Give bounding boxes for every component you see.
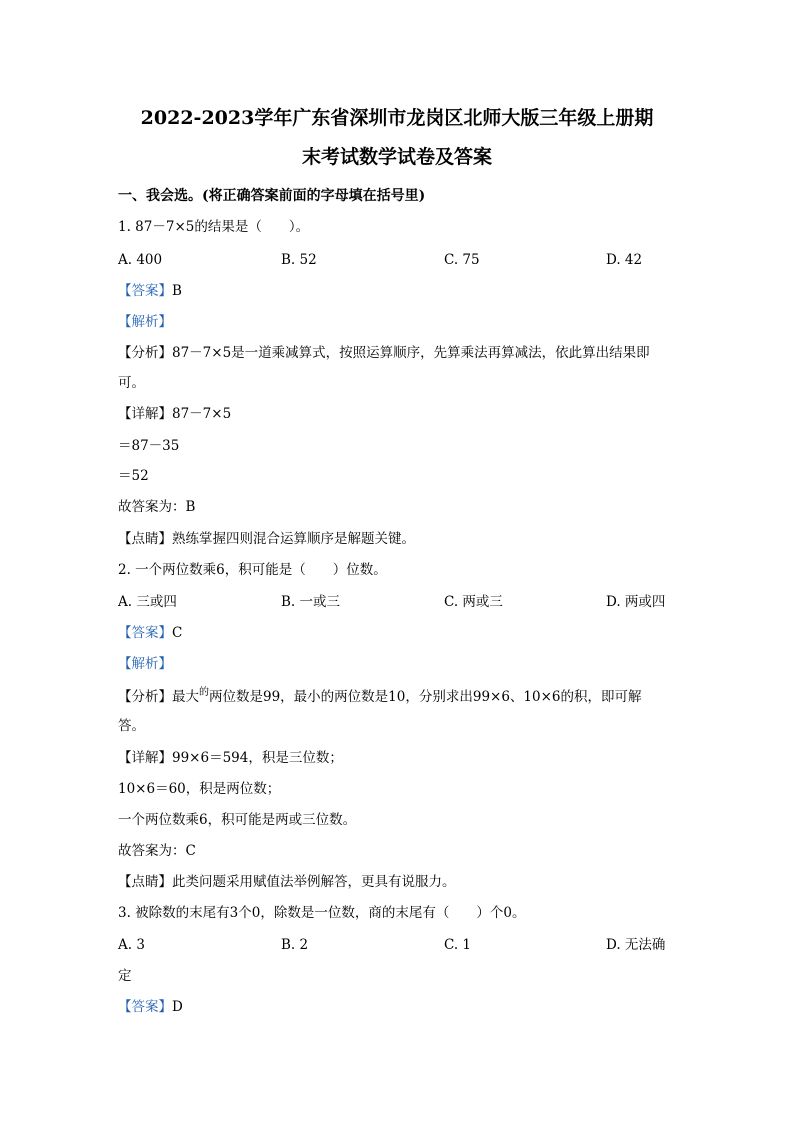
q3-option-wrap: 定 <box>118 968 132 984</box>
detail-tag: 【详解】 <box>118 406 172 422</box>
detail-tag: 【详解】 <box>118 750 172 766</box>
q3-option-c: C. 1 <box>444 937 472 953</box>
section-heading: 一、我会选。(将正确答案前面的字母填在括号里) <box>118 188 426 204</box>
fenxi-tag: 【分析】 <box>118 689 172 705</box>
q1-detail-line3: ＝52 <box>118 468 149 484</box>
answer-value: D <box>172 999 183 1015</box>
q1-fenxi-line2: 可。 <box>118 375 145 391</box>
detail-text: 99×6＝594，积是三位数； <box>172 750 343 766</box>
fenxi-text: 两位数是99，最小的两位数是10，分别求出99×6、10×6的积，即可解 <box>209 689 642 705</box>
tip-text: 熟练掌握四则混合运算顺序是解题关键。 <box>172 531 415 547</box>
tip-text: 此类问题采用赋值法举例解答，更具有说服力。 <box>172 874 456 890</box>
analysis-tag: 【解析】 <box>118 656 172 672</box>
fenxi-text: 87－7×5是一道乘减算式，按照运算顺序，先算乘法再算减法，依此算出结果即 <box>172 345 650 361</box>
q2-tip <box>118 873 456 891</box>
q3-option-b: B. 2 <box>281 937 309 953</box>
q1-analysis <box>118 313 172 331</box>
q2-answer <box>118 624 182 642</box>
answer-value: C <box>172 625 183 641</box>
q2-fenxi-line2: 答。 <box>118 718 145 734</box>
answer-tag: 【答案】 <box>118 999 172 1015</box>
q2-option-c: C. 两或三 <box>444 594 503 610</box>
fenxi-pre: 最大 <box>172 689 199 705</box>
q3-answer <box>118 998 183 1016</box>
question-1-stem: 1. 87－7×5的结果是（ ）。 <box>118 219 310 235</box>
q1-option-c: C. 75 <box>444 252 480 268</box>
question-2-stem: 2. 一个两位数乘6，积可能是（ ）位数。 <box>118 562 387 578</box>
doc-title-line1: 2022-2023学年广东省深圳市龙岗区北师大版三年级上册期 <box>140 107 654 129</box>
q2-option-b: B. 一或三 <box>281 594 341 610</box>
q1-detail-line1 <box>118 405 231 423</box>
q2-conclusion: 故答案为：C <box>118 843 196 859</box>
answer-value: B <box>172 283 182 299</box>
q1-detail-line2: ＝87－35 <box>118 438 180 454</box>
fenxi-tag: 【分析】 <box>118 345 172 361</box>
q3-option-a: A. 3 <box>118 937 145 953</box>
q3-option-d: D. 无法确 <box>606 937 666 953</box>
q1-answer <box>118 282 182 300</box>
q1-option-a: A. 400 <box>118 252 163 268</box>
analysis-tag: 【解析】 <box>118 314 172 330</box>
q2-option-d: D. 两或四 <box>606 594 666 610</box>
tip-tag: 【点睛】 <box>118 531 172 547</box>
q1-option-b: B. 52 <box>281 252 317 268</box>
q2-option-a: A. 三或四 <box>118 594 177 610</box>
q2-detail-line2: 10×6＝60，积是两位数； <box>118 781 281 797</box>
answer-tag: 【答案】 <box>118 625 172 641</box>
q1-tip <box>118 530 415 548</box>
detail-text: 87－7×5 <box>172 406 232 422</box>
answer-tag: 【答案】 <box>118 283 172 299</box>
q2-detail-line1 <box>118 749 343 767</box>
q2-detail-line3: 一个两位数乘6，积可能是两或三位数。 <box>118 812 357 828</box>
question-3-stem: 3. 被除数的末尾有3个0，除数是一位数，商的末尾有（ ）个0。 <box>118 905 526 921</box>
doc-title-line2: 末考试数学试卷及答案 <box>301 146 492 168</box>
tip-tag: 【点睛】 <box>118 874 172 890</box>
q2-fenxi-line1 <box>118 688 642 708</box>
q2-analysis <box>118 655 172 673</box>
q1-fenxi-line1 <box>118 344 650 362</box>
q1-option-d: D. 42 <box>606 252 643 268</box>
fenxi-sup: 的 <box>199 687 209 698</box>
q1-conclusion: 故答案为：B <box>118 499 196 515</box>
